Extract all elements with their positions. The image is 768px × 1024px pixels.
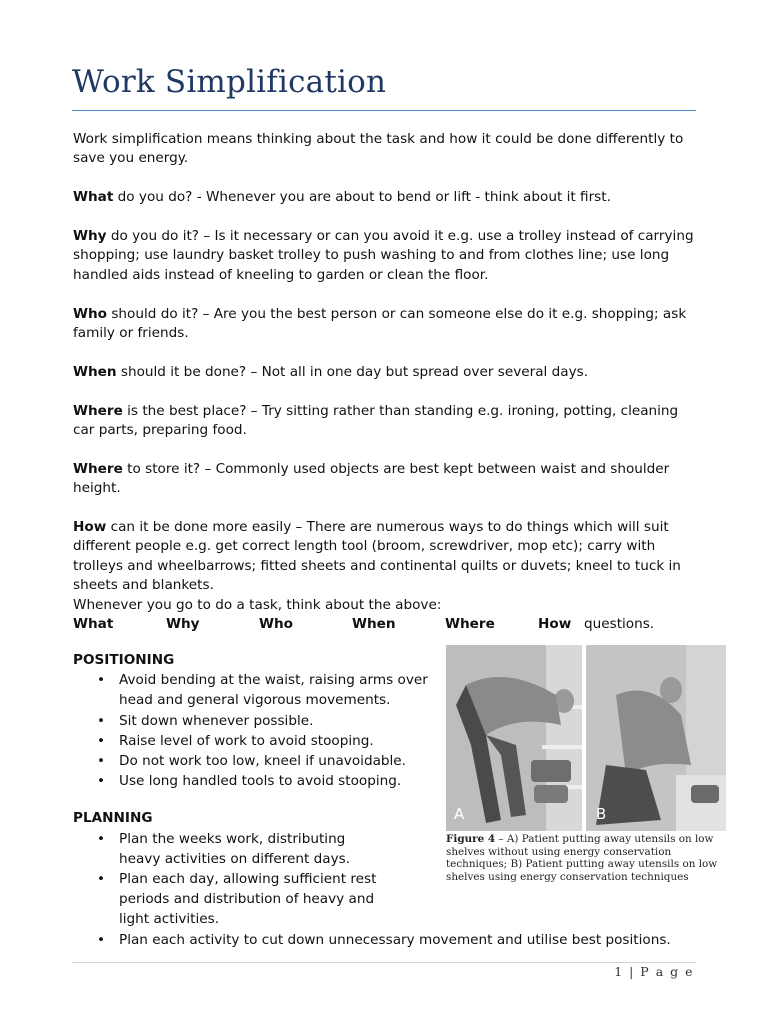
list-item: • Avoid bending at the waist, raising arms over head and general vigorous movements. <box>73 670 429 710</box>
question-how: How can it be done more easily – There are numerous ways to do things which will suit different people e.g. get correct length tool (broom, screwdriver, mop etc); carry with trolleys and wheelbarrows; fitted sheets and continental quilts or duvets; kneel to tuck in sheets and blankets. <box>73 519 681 594</box>
planning-heading: PLANNING <box>73 810 153 827</box>
summary-word-why: Why <box>166 616 200 633</box>
figure-label-b: B <box>596 805 607 823</box>
list-item: • Do not work too low, kneel if unavoidable. <box>73 751 723 771</box>
list-item: • Raise level of work to avoid stooping. <box>73 731 723 751</box>
question-where-store: Where to store it? – Commonly used objects are best kept between waist and shoulder height. <box>73 460 670 497</box>
list-item: • Use long handled tools to avoid stooping. <box>73 771 723 791</box>
summary-word-what: What <box>73 616 114 633</box>
title-divider <box>72 110 696 111</box>
page-number: 1 <box>614 964 624 979</box>
summary-word-how: How <box>538 616 572 633</box>
question-when: When should it be done? – Not all in one day but spread over several days. <box>73 363 589 380</box>
page-title: Work Simplification <box>72 64 387 100</box>
summary-tail: questions. <box>584 616 655 633</box>
question-why: Why do you do it? – Is it necessary or can you avoid it e.g. use a trolley instead of carrying shopping; use laundry basket trolley to push washing to and from clothes line; use long handled aids instead of kneeling to garden or clean the floor. <box>73 228 694 283</box>
summary-line: Whenever you go to do a task, think about the above: <box>73 596 442 613</box>
list-item: • Plan the weeks work, distributing heavy activities on different days. <box>73 829 391 869</box>
figure-label-a: A <box>454 805 465 823</box>
summary-word-where: Where <box>445 616 495 633</box>
summary-questions-row <box>73 615 703 634</box>
list-item: • Plan each activity to cut down unnecessary movement and utilise best positions. <box>73 930 723 950</box>
question-where-place: Where is the best place? – Try sitting rather than standing e.g. ironing, potting, cleaning car parts, preparing food. <box>73 402 679 439</box>
summary-word-when: When <box>352 616 396 633</box>
summary-word-who: Who <box>259 616 294 633</box>
footer-divider <box>72 962 696 963</box>
figure-photo <box>446 645 726 831</box>
question-what: What do you do? - Whenever you are about to bend or lift - think about it first. <box>73 189 611 206</box>
body-text <box>73 130 703 634</box>
question-who: Who should do it? – Are you the best person or can someone else do it e.g. shopping; ask family or friends. <box>73 305 687 342</box>
page-word: | P a g e <box>629 964 694 979</box>
figure-illustration <box>446 645 726 831</box>
list-item: • Sit down whenever possible. <box>73 711 723 731</box>
positioning-heading: POSITIONING <box>73 652 175 668</box>
page-footer <box>614 964 694 979</box>
intro-paragraph: Work simplification means thinking about the task and how it could be done differently to save you energy. <box>73 131 684 167</box>
list-item: • Plan each day, allowing sufficient rest periods and distribution of heavy and light activities. <box>73 869 379 930</box>
figure-caption: Figure 4 – A) Patient putting away utensils on low shelves without using energy conservation techniques; B) Patient putting away utensils on low shelves using energy conservation techniques <box>446 833 718 883</box>
